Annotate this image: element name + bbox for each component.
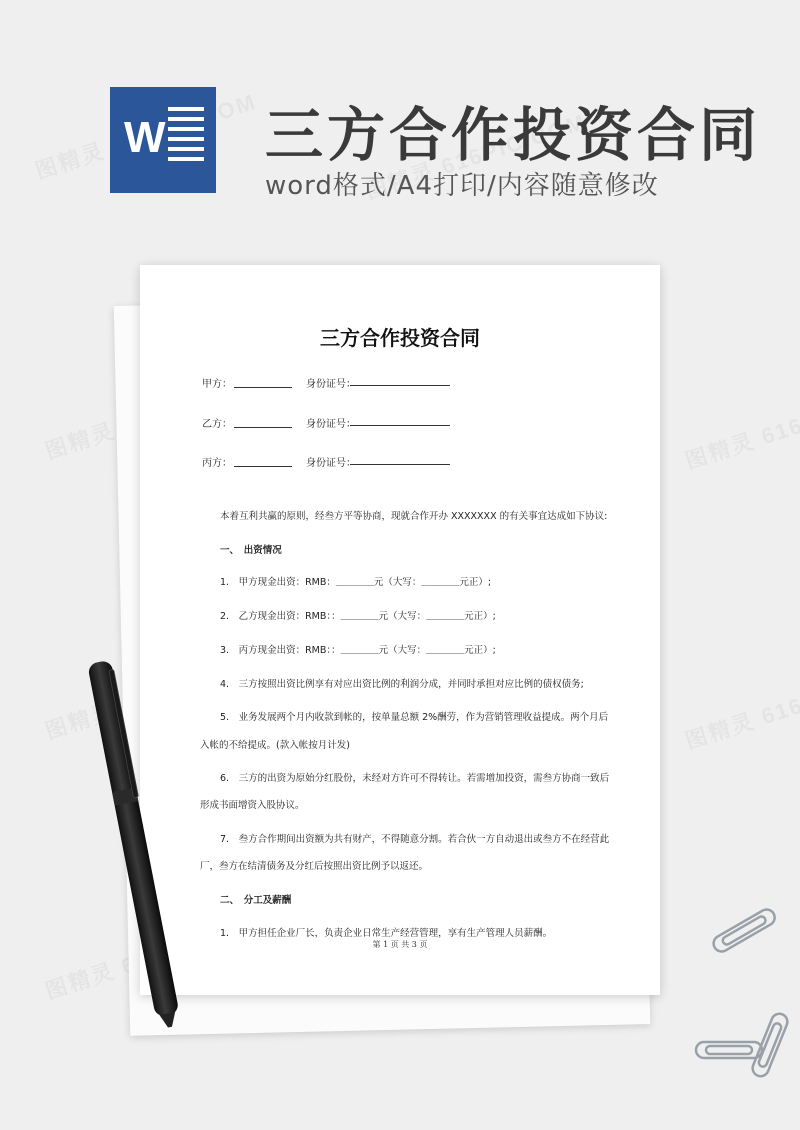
banner-subtitle: word格式/A4打印/内容随意修改 xyxy=(265,171,659,201)
watermark xyxy=(681,655,800,756)
paperclip-icon xyxy=(745,1005,795,1085)
banner-title: 三方合作投资合同 xyxy=(265,101,762,169)
id-blank xyxy=(350,375,450,386)
section-heading: 二、 分工及薪酬 xyxy=(220,895,292,906)
clause-item: 1. 甲方担任企业厂长，负责企业日常生产经营管理，享有生产管理人员薪酬。 xyxy=(220,928,553,939)
party-label: 丙方： xyxy=(202,458,232,469)
clause-continuation: 厂，叁方在结清债务及分红后按照出资比例予以返还。 xyxy=(200,861,429,872)
name-blank xyxy=(234,418,292,428)
clause-item: 1. 甲方现金出资：RMB：＿＿＿＿元（大写：＿＿＿＿元正）; xyxy=(220,577,492,588)
watermark xyxy=(681,375,800,476)
clause-item: 4. 三方按照出资比例享有对应出资比例的利润分成，并同时承担对应比例的债权债务; xyxy=(220,679,584,690)
document-page xyxy=(140,265,660,995)
party-row-c xyxy=(202,454,356,469)
clause-item: 6. 三方的出资为原始分红股份，未经对方许可不得转让。若需增加投资，需叁方协商一致后 xyxy=(220,773,610,784)
document-title: 三方合作投资合同 xyxy=(320,326,480,350)
id-label: 身份证号： xyxy=(306,458,356,469)
id-blank xyxy=(350,454,450,465)
id-blank xyxy=(350,415,450,426)
party-label: 乙方： xyxy=(202,419,232,430)
clause-item: 7. 叁方合作期间出资额为共有财产，不得随意分割。若合伙一方自动退出或叁方不在经营此 xyxy=(220,834,610,845)
id-label: 身份证号： xyxy=(306,379,356,390)
word-logo-icon xyxy=(110,87,216,193)
name-blank xyxy=(234,457,292,467)
paperclip-icon xyxy=(705,900,785,960)
intro-paragraph: 本着互利共赢的原则，经叁方平等协商，现就合作开办 XXXXXXX 的有关事宜达成如下协议: xyxy=(220,511,608,522)
logo-lines xyxy=(168,107,204,167)
name-blank xyxy=(234,378,292,388)
clause-item: 3. 丙方现金出资：RMB：：＿＿＿＿元（大写：＿＿＿＿元正）; xyxy=(220,645,496,656)
page-footer: 第 1 页 共 3 页 xyxy=(372,940,428,949)
clause-item: 2. 乙方现金出资：RMB：：＿＿＿＿元（大写：＿＿＿＿元正）; xyxy=(220,611,496,622)
party-label: 甲方： xyxy=(202,379,232,390)
clause-continuation: 形成书面增资入股协议。 xyxy=(200,800,305,811)
section-heading: 一、 出资情况 xyxy=(220,545,282,556)
party-row-b xyxy=(202,415,356,430)
clause-continuation: 入帐的不给提成。(款入帐按月计发) xyxy=(200,740,350,751)
clause-item: 5. 业务发展两个月内收款到帐的，按单量总额 2%酬劳，作为营销管理收益提成。两个月后 xyxy=(220,712,609,723)
logo-letter: W xyxy=(124,113,166,162)
id-label: 身份证号： xyxy=(306,419,356,430)
party-row-a xyxy=(202,375,356,390)
